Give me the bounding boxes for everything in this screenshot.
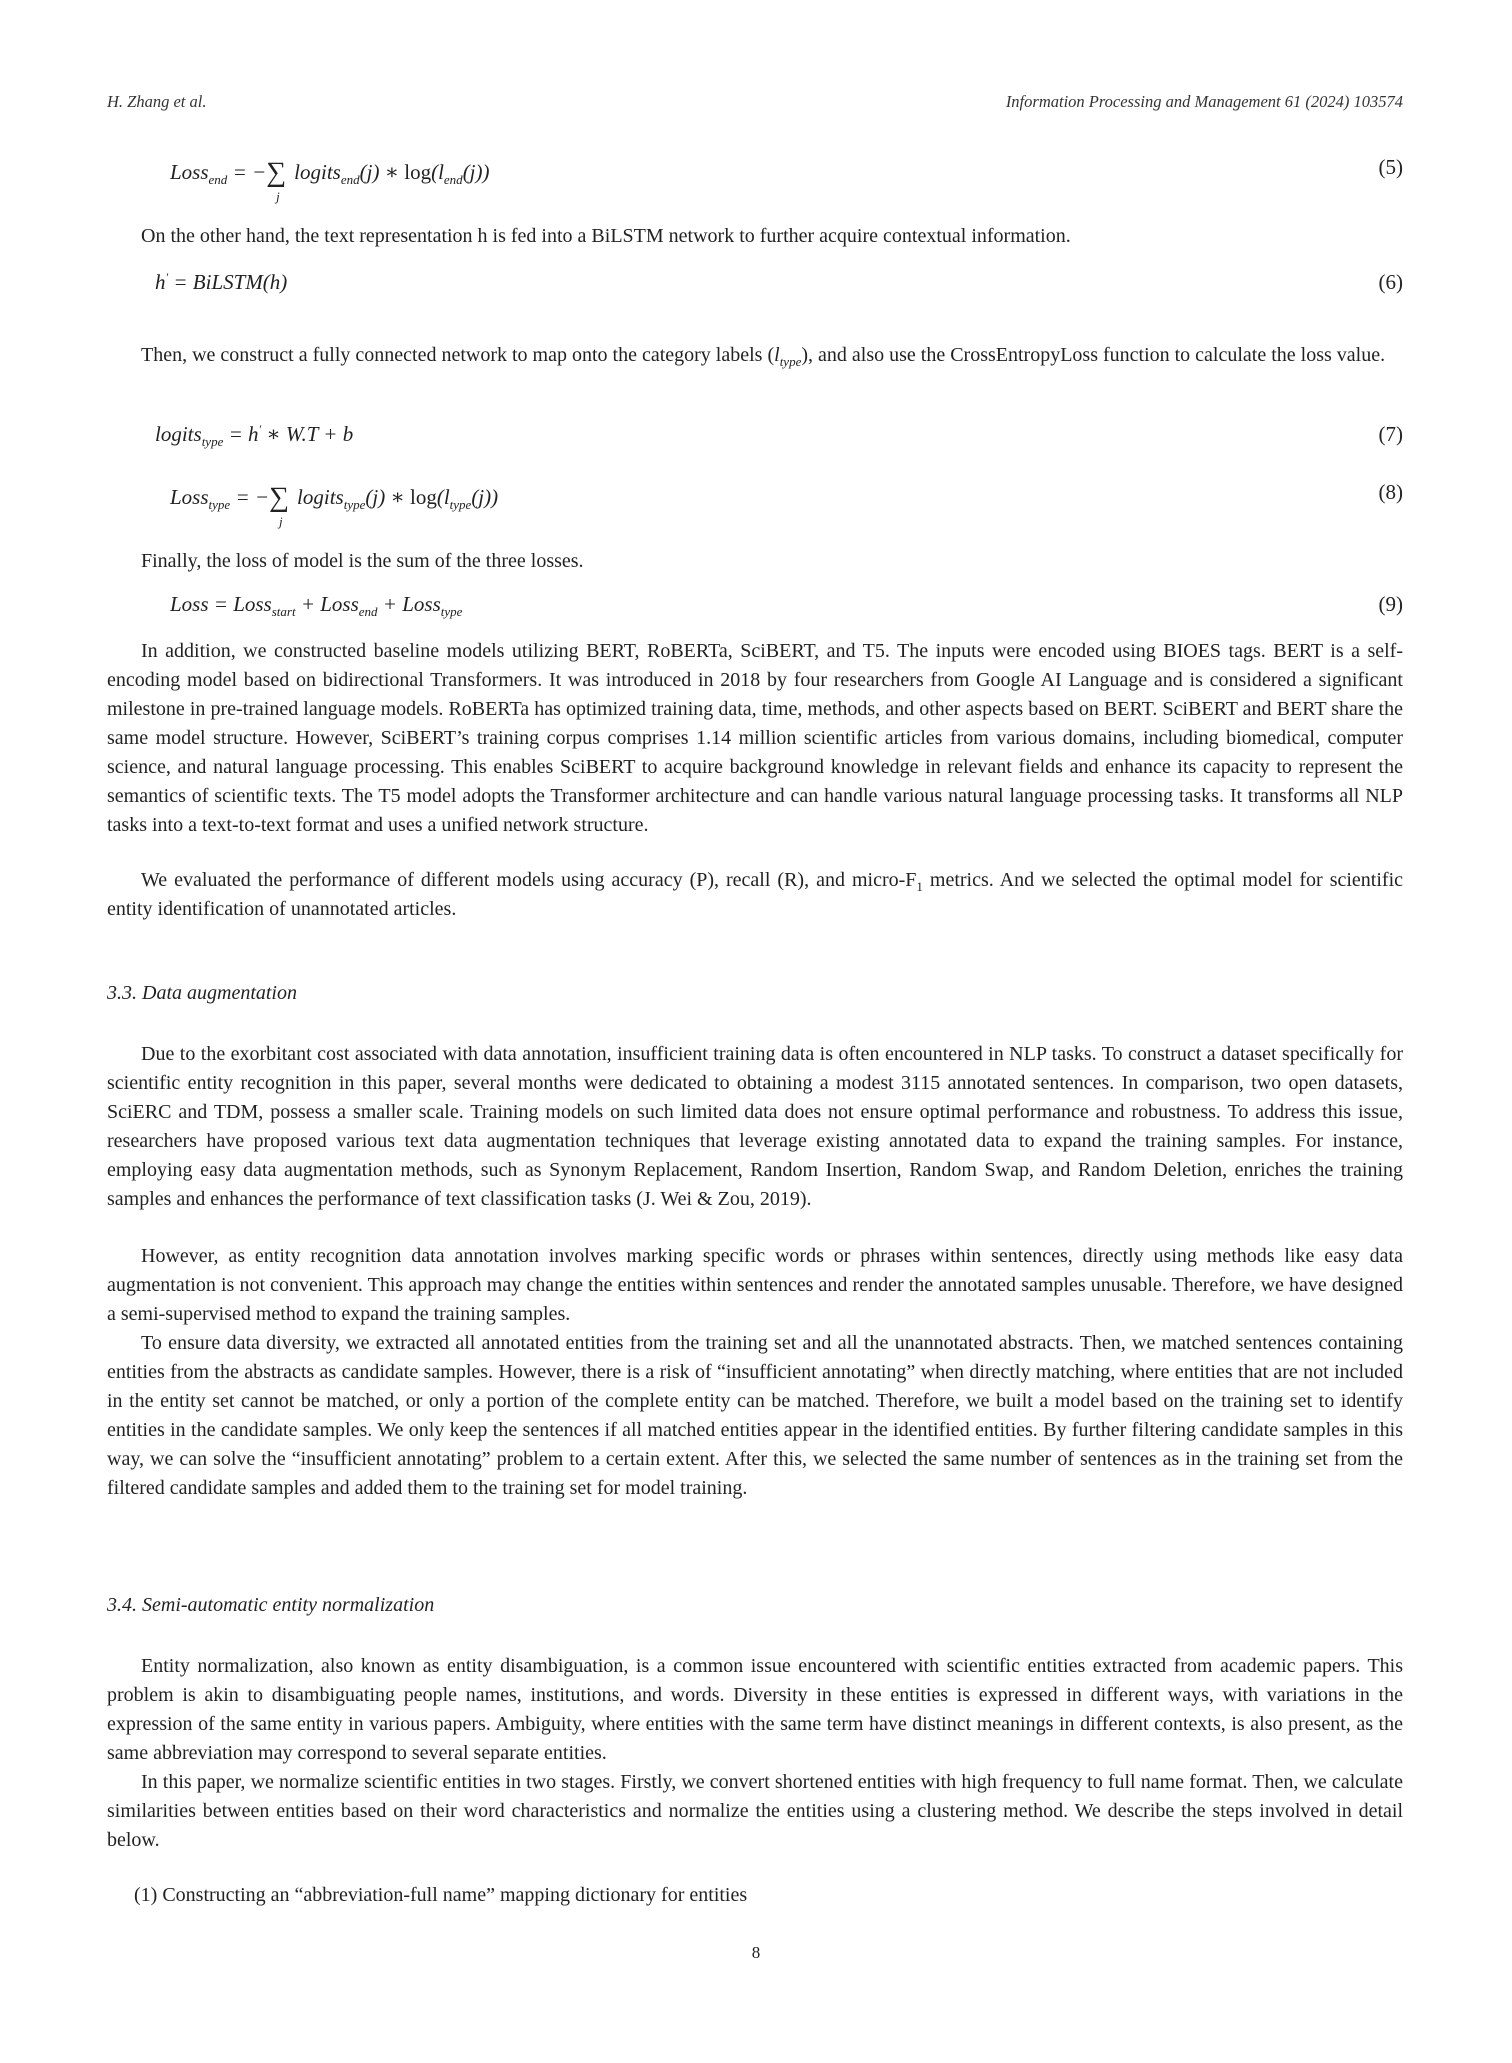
- equation-6: h′ = BiLSTM(h) (6): [155, 270, 1403, 294]
- section-heading-data-augmentation: 3.3. Data augmentation: [107, 982, 297, 1004]
- equation-8: Loss$_{type}$ = −∑ j logits$_{type}$(j) ∗ $\log(l_{type}(j))$ (8): [170, 480, 1403, 529]
- paragraph-baseline-models: In addition, we constructed baseline models utilizing BERT, RoBERTa, SciBERT, and T5. The inputs were encoded using BIOES tags. BERT is a self-encoding model based on bidirectional Transformers. It was introduced in 2018 by four researchers from Google AI Language and is considered a significant milestone in pre-trained language models. RoBERTa has optimized training data, time, methods, and other aspects based on BERT. SciBERT and BERT share the same model structure. However, SciBERT’s training corpus comprises 1.14 million scientific articles from various domains, including biomedical, computer science, and natural language processing. This enables SciBERT to acquire background knowledge in relevant fields and enhance its capacity to represent the semantics of scientific texts. The T5 model adopts the Transformer architecture and can handle various natural language processing tasks. It transforms all NLP tasks into a text-to-text format and uses a unified network structure.: [107, 640, 1403, 836]
- equation-number: (5): [1378, 155, 1403, 179]
- paragraph-entity-normalization-1: Entity normalization, also known as entity disambiguation, is a common issue encountered with scientific entities extracted from academic papers. This problem is akin to disambiguating people names, institutions, and words. Diversity in these entities is expressed in different ways, with variations in the expression of the same entity in various papers. Ambiguity, where entities with the same term have distinct meanings in different contexts, is also present, as the same abbreviation may correspond to several separate entities.: [107, 1655, 1403, 1764]
- paragraph-data-augmentation-1: Due to the exorbitant cost associated with data annotation, insufficient training data is often encountered in NLP tasks. To construct a dataset specifically for scientific entity recognition in this paper, several months were dedicated to obtaining a modest 3115 annotated sentences. In comparison, two open datasets, SciERC and TDM, possess a smaller scale. Training models on such limited data does not ensure optimal performance and robustness. To address this issue, researchers have proposed various text data augmentation techniques that leverage existing annotated data to expand the training samples. For instance, employing easy data augmentation methods, such as Synonym Replacement, Random Insertion, Random Swap, and Random Deletion, enriches the training samples and enhances the performance of text classification tasks (J. Wei & Zou, 2019).: [107, 1043, 1403, 1210]
- equation-number: (6): [1378, 270, 1403, 294]
- paragraph-bilstm: On the other hand, the text representation h is fed into a BiLSTM network to further acquire contextual information.: [141, 225, 1071, 247]
- list-item-1: (1) Constructing an “abbreviation-full name” mapping dictionary for entities: [134, 1884, 748, 1906]
- equation-7: logits$_{type}$ = h′ ∗ W.T + b (7): [155, 422, 1403, 450]
- equation-9: Loss = Loss$_{start}$ + Loss$_{end}$ + Loss$_{type}$ (9): [170, 592, 1403, 620]
- paragraph-loss-sum: Finally, the loss of model is the sum of the three losses.: [141, 550, 584, 572]
- equation-number: (8): [1378, 480, 1403, 504]
- running-header-journal: Information Processing and Management 61 (2024) 103574: [1005, 92, 1403, 111]
- paragraph-data-augmentation-2: However, as entity recognition data annotation involves marking specific words or phrases within sentences, directly using methods like easy data augmentation is not convenient. This approach may change the entities within sentences and render the annotated samples unusable. Therefore, we have designed a semi-supervised method to expand the training samples.: [107, 1245, 1403, 1325]
- equation-number: (9): [1378, 592, 1403, 616]
- running-header-authors: H. Zhang et al.: [107, 92, 207, 111]
- equation-number: (7): [1378, 422, 1403, 446]
- paragraph-fully-connected: Then, we construct a fully connected network to map onto the category labels $(l_{type})$, and also use the CrossEntropyLoss function to calculate the loss value.: [141, 344, 1386, 369]
- paragraph-data-augmentation-3: To ensure data diversity, we extracted all annotated entities from the training set and all the unannotated abstracts. Then, we matched sentences containing entities from the abstracts as candidate samples. However, there is a risk of “insufficient annotating” when directly matching, where entities that are not included in the entity set cannot be matched, or only a portion of the complete entity can be matched. Therefore, we built a model based on the training set to identify entities in the candidate samples. We only keep the sentences if all matched entities appear in the identified entities. By further filtering candidate samples in this way, we can solve the “insufficient annotating” problem to a certain extent. After this, we selected the same number of sentences as in the training set from the filtered candidate samples and added them to the training set for model training.: [107, 1332, 1403, 1499]
- paragraph-evaluation: We evaluated the performance of different models using accuracy (P), recall (R), and micro-$F_1$ metrics. And we selected the optimal model for scientific entity identification of unannotated articles.: [107, 869, 1403, 920]
- page-number: 8: [751, 1943, 761, 1962]
- equation-5: Loss$_{end}$ = −∑ j logits$_{end}$(j) ∗ $\log(l_{end}(j))$ (5): [170, 155, 1403, 204]
- paragraph-entity-normalization-2: In this paper, we normalize scientific entities in two stages. Firstly, we convert shortened entities with high frequency to full name format. Then, we calculate similarities between entities based on their word characteristics and normalize the entities using a clustering method. We describe the steps involved in detail below.: [107, 1771, 1403, 1851]
- section-heading-entity-normalization: 3.4. Semi-automatic entity normalization: [107, 1594, 435, 1616]
